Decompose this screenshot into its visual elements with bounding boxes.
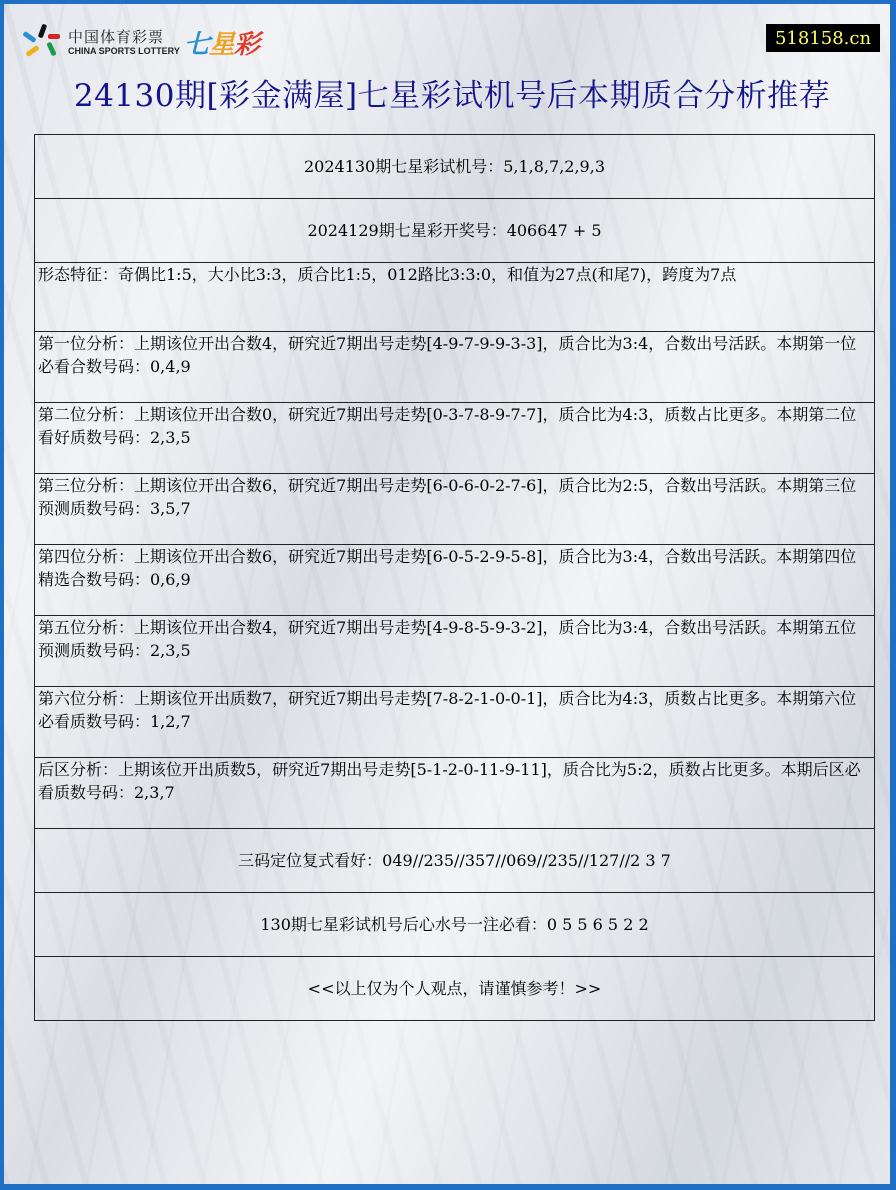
lottery-star-icon xyxy=(22,22,62,62)
table-row xyxy=(35,829,875,893)
draw-result-cell: 2024129期七星彩开奖号：406647 + 5 xyxy=(35,199,875,263)
qixingcai-brand: 七星彩 xyxy=(183,29,259,60)
three-code-recommendation-cell: 三码定位复式看好：049//235//357//069//235//127//2 3 7 xyxy=(35,829,875,893)
page-frame xyxy=(4,4,890,1184)
table-row xyxy=(35,758,875,829)
position-6-analysis-cell: 第六位分析：上期该位开出质数7，研究近7期出号走势[7-8-2-1-0-0-1]，质合比为4:3，质数占比更多。本期第六位必看质数号码：1,2,7 xyxy=(35,687,875,758)
page-title: 24130期[彩金满屋]七星彩试机号后本期质合分析推荐 xyxy=(73,78,831,114)
table-row xyxy=(35,474,875,545)
trial-number-cell: 2024130期七星彩试机号：5,1,8,7,2,9,3 xyxy=(35,135,875,199)
logo-chinese-text: 中国体育彩票 xyxy=(68,27,165,46)
table-row xyxy=(35,957,875,1021)
position-2-analysis-cell: 第二位分析：上期该位开出合数0，研究近7期出号走势[0-3-7-8-9-7-7]，质合比为4:3，质数占比更多。本期第二位看好质数号码：2,3,5 xyxy=(35,403,875,474)
logo-english-text: CHINA SPORTS LOTTERY xyxy=(68,45,180,56)
position-1-analysis-cell: 第一位分析：上期该位开出合数4，研究近7期出号走势[4-9-7-9-9-3-3]，质合比为3:4，合数出号活跃。本期第一位必看合数号码：0,4,9 xyxy=(35,332,875,403)
position-4-analysis-cell: 第四位分析：上期该位开出合数6，研究近7期出号走势[6-0-5-2-9-5-8]，质合比为3:4，合数出号活跃。本期第四位精选合数号码：0,6,9 xyxy=(35,545,875,616)
table-row xyxy=(35,616,875,687)
analysis-table xyxy=(34,134,875,1021)
china-sports-lottery-logo xyxy=(22,22,259,62)
back-zone-analysis-cell: 后区分析：上期该位开出质数5，研究近7期出号走势[5-1-2-0-11-9-11]，质合比为5:2，质数占比更多。本期后区必看质数号码：2,3,7 xyxy=(35,758,875,829)
table-row xyxy=(35,403,875,474)
disclaimer-cell: <<以上仅为个人观点，请谨慎参考！>> xyxy=(35,957,875,1021)
table-row xyxy=(35,332,875,403)
table-row xyxy=(35,893,875,957)
site-badge[interactable]: 518158.cn xyxy=(766,24,880,52)
single-bet-recommendation-cell: 130期七星彩试机号后心水号一注必看：0 5 5 6 5 2 2 xyxy=(35,893,875,957)
table-row xyxy=(35,263,875,332)
table-row xyxy=(35,199,875,263)
table-row xyxy=(35,135,875,199)
position-5-analysis-cell: 第五位分析：上期该位开出合数4，研究近7期出号走势[4-9-8-5-9-3-2]，质合比为3:4，合数出号活跃。本期第五位预测质数号码：2,3,5 xyxy=(35,616,875,687)
table-row xyxy=(35,687,875,758)
position-3-analysis-cell: 第三位分析：上期该位开出合数6，研究近7期出号走势[6-0-6-0-2-7-6]，质合比为2:5，合数出号活跃。本期第三位预测质数号码：3,5,7 xyxy=(35,474,875,545)
table-row xyxy=(35,545,875,616)
pattern-features-cell: 形态特征：奇偶比1:5，大小比3:3，质合比1:5，012路比3:3:0，和值为27点(和尾7)，跨度为7点 xyxy=(35,263,875,332)
